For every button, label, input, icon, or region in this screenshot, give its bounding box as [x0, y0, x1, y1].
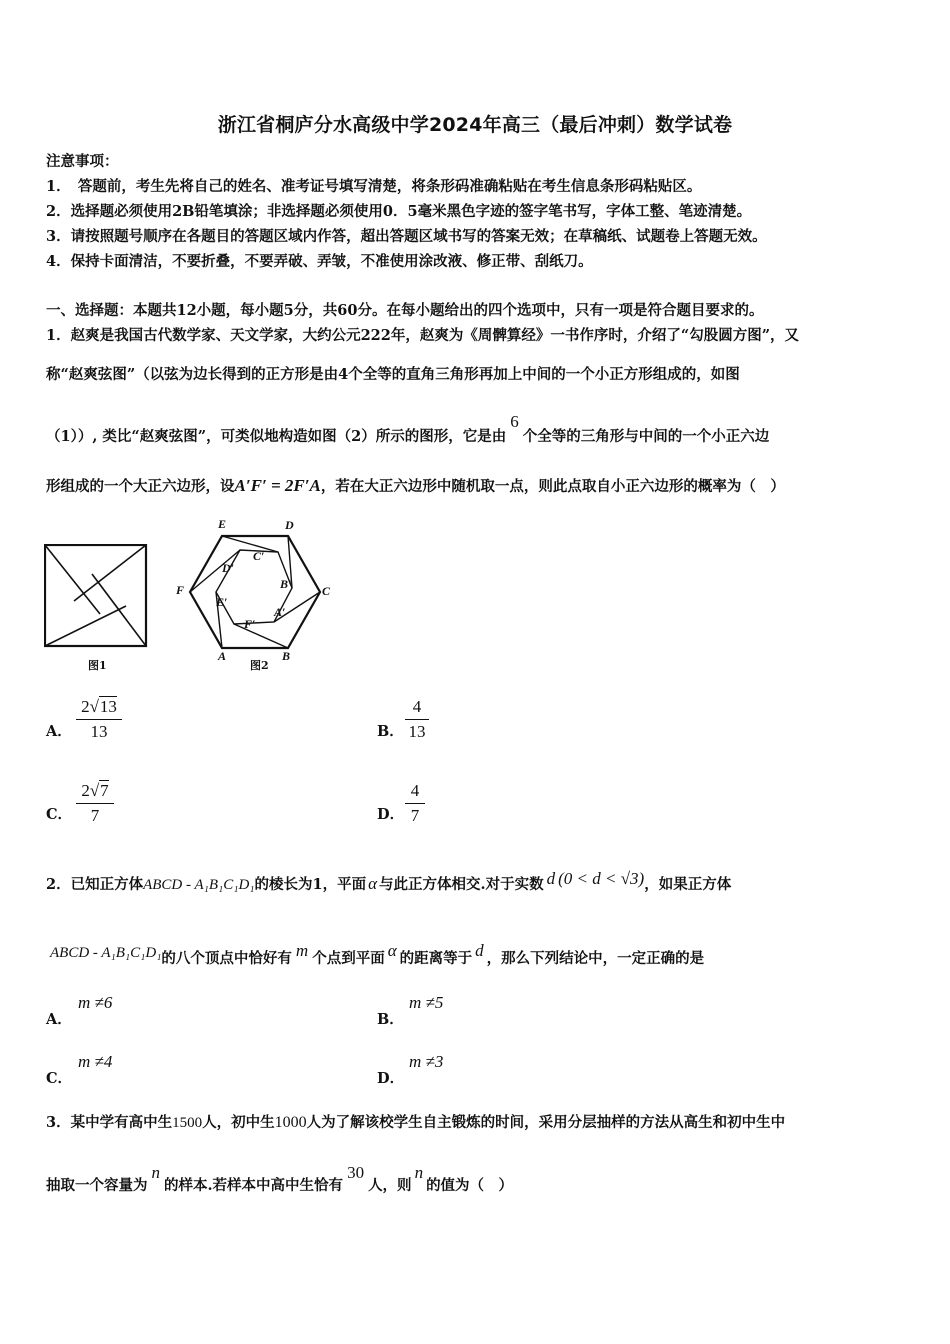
- q3-line-2: 抽取一个容量为n的样本.若样本中高中生恰有30人，则n的值为（ ）: [46, 1163, 514, 1194]
- q1-option-B-label: B．: [377, 723, 404, 740]
- q1-option-D-label: D．: [377, 806, 405, 823]
- q2-option-C-label: C．: [46, 1070, 73, 1087]
- q2-condition: (0 < d < √3): [558, 869, 645, 888]
- q1-ratio: A′F′ = 2F′A: [234, 476, 321, 495]
- fig2-label-Ap: A′: [274, 605, 286, 619]
- notice-heading: 注意事项：: [46, 153, 119, 170]
- q1-option-A-label: A．: [46, 723, 72, 740]
- q2-line-2: ABCD - A₁B₁C₁D₁的八个顶点中恰好有 m 个点到平面 α 的距离等于 d ，那么下列结论中，一定正确的是: [50, 941, 705, 967]
- q3-line-1: 3．某中学有高中生1500人，初中生1000人为了解该校学生自主锻炼的时间，采用分层抽样的方法从高生和初中生中: [46, 1114, 786, 1131]
- page-title: 浙江省桐庐分水高级中学2024年高三（最后冲刺）数学试卷: [217, 114, 733, 136]
- fig2-label-Bp: B′: [280, 577, 292, 591]
- q1-line-3: （1））, 类比“赵爽弦图”，可类似地构造如图（2）所示的图形，它是由6个全等的三角形与中间的一个小正六边: [46, 412, 770, 445]
- fig2-label-C: C: [322, 584, 331, 598]
- section-heading: 一、选择题：本题共12小题，每小题5分，共60分。在每小题给出的四个选项中，只有一项是符合题目要求的。: [46, 302, 764, 319]
- notice-item-1: 1． 答题前，考生先将自己的姓名、准考证号填写清楚，将条形码准确粘贴在考生信息条形码粘贴区。: [46, 178, 702, 195]
- q1-option-D-fraction: 4 7: [405, 780, 425, 827]
- figure-2: [170, 512, 340, 672]
- q2-option-D-label: D．: [377, 1070, 405, 1087]
- q1-option-C-fraction: 2√7 7: [76, 780, 114, 827]
- q2-cube: ABCD - A₁B₁C₁D₁: [143, 877, 255, 893]
- fig2-label-F: F: [176, 583, 185, 597]
- q1-option-A-fraction: 2√13 13: [76, 696, 122, 743]
- fig2-label-Cp: C′: [253, 549, 265, 563]
- notice-item-4: 4．保持卡面清洁，不要折叠，不要弄破、弄皱，不准使用涂改液、修正带、刮纸刀。: [46, 253, 593, 270]
- notice-item-3: 3．请按照题号顺序在各题目的答题区域内作答，超出答题区域书写的答案无效；在草稿纸、试题卷上答题无效。: [46, 228, 767, 245]
- fig2-label-Ep: E′: [216, 595, 228, 609]
- fig2-label-D: D: [285, 518, 294, 532]
- q1-line-1: 1．赵爽是我国古代数学家、天文学家，大约公元222年，赵爽为《周髀算经》一书作序时，介绍了“勾股圆方图”，又: [46, 327, 800, 344]
- fig2-label-Fp: F′: [244, 617, 256, 631]
- q2-option-B-label: B．: [377, 1011, 404, 1028]
- figure-2-caption: 图2: [250, 659, 269, 672]
- q1-option-B-fraction: 4 13: [405, 696, 429, 743]
- q1-line-4: 形组成的一个大正六边形，设A′F′ = 2F′A，若在大正六边形中随机取一点，则此点取自小正六边形的概率为（ ）: [46, 476, 785, 495]
- q2-option-A-label: A．: [46, 1011, 72, 1028]
- q2-option-B-expr: m ≠5: [409, 993, 444, 1012]
- fig2-label-A: A: [218, 649, 227, 663]
- fig2-label-Dp: D′: [222, 561, 235, 575]
- q2-option-C-expr: m ≠4: [78, 1052, 113, 1071]
- q1-line-2: 称“赵爽弦图”（以弦为边长得到的正方形是由4个全等的直角三角形再加上中间的一个小正方形组成的，如图: [46, 366, 740, 383]
- notice-item-2: 2．选择题必须使用2B铅笔填涂；非选择题必须使用0．5毫米黑色字迹的签字笔书写，字体工整、笔迹清楚。: [46, 203, 752, 220]
- figure-1: [44, 544, 148, 648]
- q2-cube-2: ABCD - A₁B₁C₁D₁: [50, 945, 162, 961]
- fig2-label-B: B: [282, 649, 291, 663]
- q2-option-D-expr: m ≠3: [409, 1052, 444, 1071]
- fig2-label-E: E: [218, 517, 227, 531]
- q2-option-A-expr: m ≠6: [78, 993, 113, 1012]
- q1-option-C-label: C．: [46, 806, 73, 823]
- figure-1-caption: 图1: [88, 659, 107, 672]
- q1-six: 6: [510, 412, 519, 431]
- q2-line-1: 2．已知正方体ABCD - A₁B₁C₁D₁的棱长为1，平面 α 与此正方体相交.对于实数 d (0 < d < √3)，如果正方体: [46, 869, 732, 893]
